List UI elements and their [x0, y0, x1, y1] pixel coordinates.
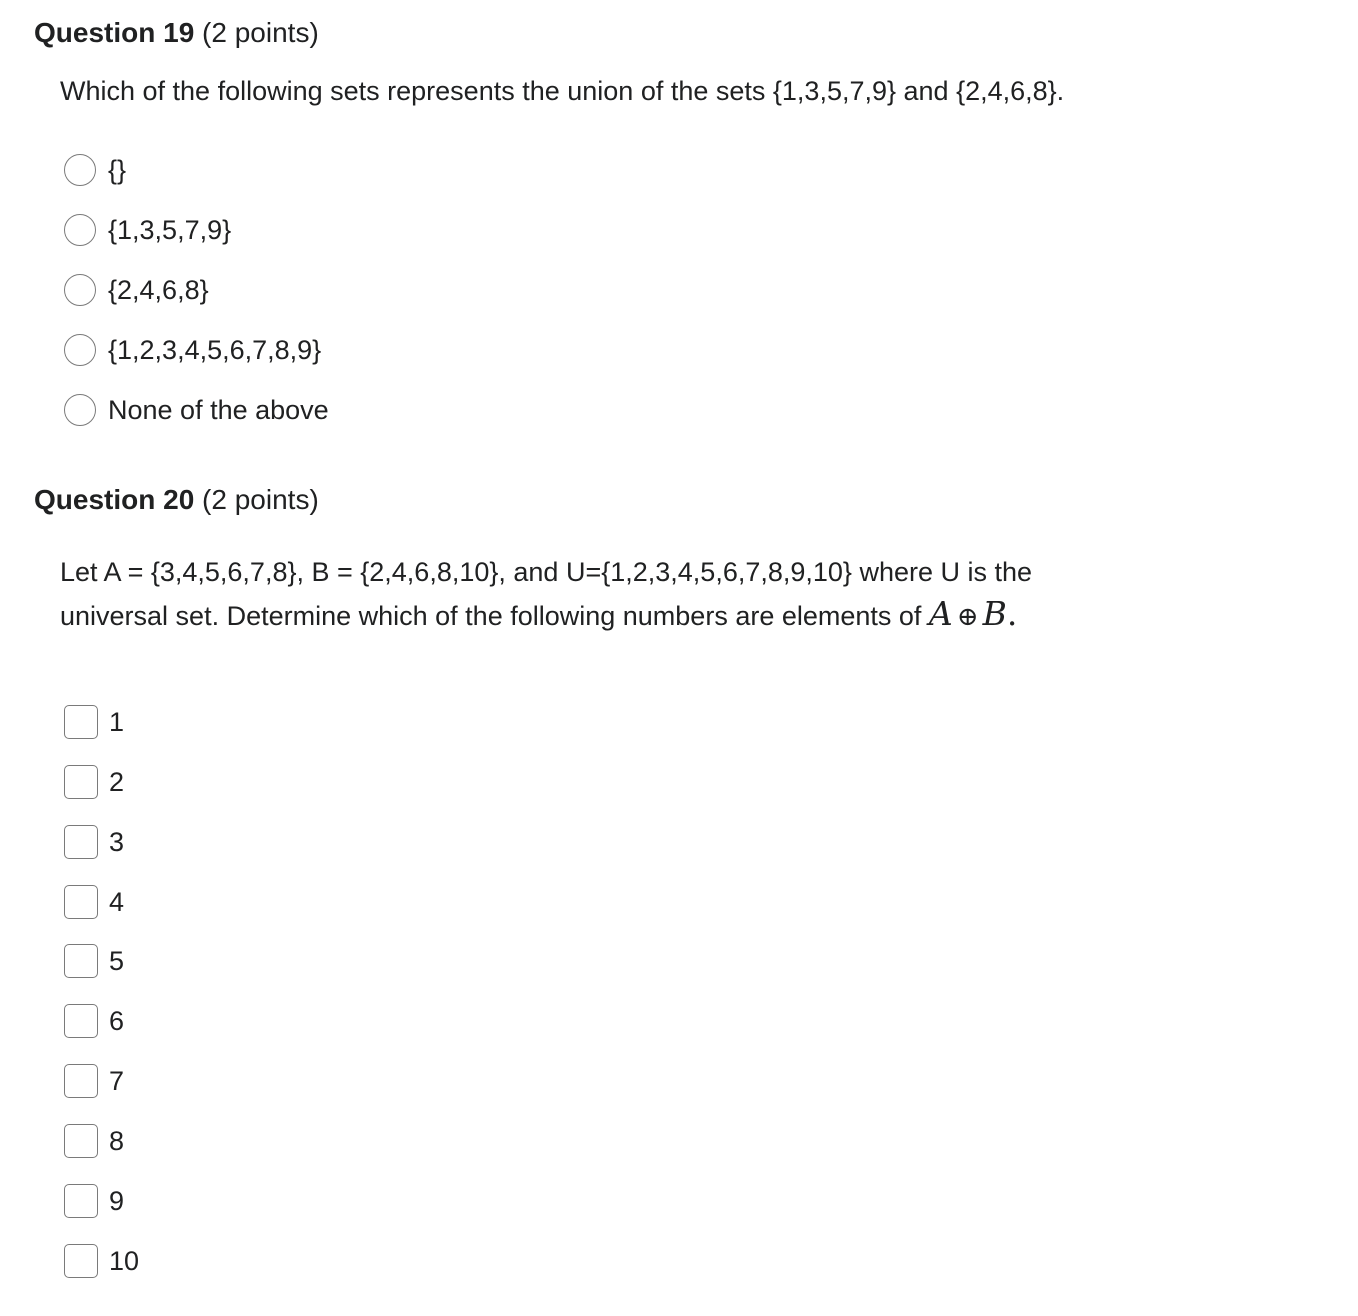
- checkbox[interactable]: [64, 705, 98, 739]
- q20-option-2[interactable]: [64, 764, 124, 800]
- option-label: 2: [109, 767, 125, 797]
- option-label: 3: [109, 827, 125, 857]
- radio-button[interactable]: [64, 154, 96, 186]
- question-title: Question 19: [34, 17, 195, 48]
- option-label: 4: [109, 887, 125, 917]
- q19-option-3[interactable]: [64, 272, 209, 308]
- radio-button[interactable]: [64, 334, 96, 366]
- checkbox[interactable]: [64, 1064, 98, 1098]
- q20-option-8[interactable]: [64, 1123, 124, 1159]
- checkbox[interactable]: [64, 1184, 98, 1218]
- radio-button[interactable]: [64, 274, 96, 306]
- math-period: .: [1006, 594, 1018, 633]
- checkbox[interactable]: [64, 825, 98, 859]
- checkbox[interactable]: [64, 1124, 98, 1158]
- math-var-a: A: [928, 594, 953, 633]
- checkbox[interactable]: [64, 765, 98, 799]
- question-title: Question 20: [34, 484, 195, 515]
- option-label: {}: [108, 155, 127, 185]
- math-var-b: B: [982, 594, 1007, 633]
- q20-option-10[interactable]: [64, 1243, 139, 1279]
- option-label: 1: [109, 707, 125, 737]
- checkbox[interactable]: [64, 1004, 98, 1038]
- question-20-text-line2: [60, 592, 1017, 639]
- question-20-text-line1: Let A = {3,4,5,6,7,8}, B = {2,4,6,8,10}, and U={1,2,3,4,5,6,7,8,9,10} where U is the: [60, 557, 1033, 587]
- checkbox[interactable]: [64, 885, 98, 919]
- q20-option-9[interactable]: [64, 1183, 124, 1219]
- q19-option-2[interactable]: [64, 212, 231, 248]
- q19-option-4[interactable]: [64, 332, 321, 368]
- option-label: {1,2,3,4,5,6,7,8,9}: [108, 335, 322, 365]
- option-label: 9: [109, 1186, 125, 1216]
- math-expression: [929, 594, 1017, 633]
- option-label: 8: [109, 1126, 125, 1156]
- question-points: (2 points): [194, 17, 319, 48]
- radio-button[interactable]: [64, 214, 96, 246]
- question-20-header: [34, 483, 319, 517]
- option-label: 5: [109, 946, 125, 976]
- question-text: universal set. Determine which of the following numbers are elements of: [60, 601, 929, 631]
- radio-button[interactable]: [64, 394, 96, 426]
- question-19-header: [34, 16, 319, 50]
- question-19-text: Which of the following sets represents the union of the sets {1,3,5,7,9} and {2,4,6,8}.: [60, 76, 1065, 106]
- option-label: 10: [109, 1246, 140, 1276]
- option-label: {2,4,6,8}: [108, 275, 209, 305]
- q19-option-5[interactable]: [64, 392, 329, 428]
- question-points: (2 points): [194, 484, 319, 515]
- option-label: 6: [109, 1006, 125, 1036]
- q20-option-7[interactable]: [64, 1063, 124, 1099]
- q19-option-1[interactable]: [64, 152, 126, 188]
- option-label: 7: [109, 1066, 125, 1096]
- q20-option-4[interactable]: [64, 884, 124, 920]
- xor-operator-icon: ⊕: [956, 602, 979, 632]
- option-label: {1,3,5,7,9}: [108, 215, 232, 245]
- checkbox[interactable]: [64, 944, 98, 978]
- q20-option-1[interactable]: [64, 704, 124, 740]
- q20-option-6[interactable]: [64, 1003, 124, 1039]
- checkbox[interactable]: [64, 1244, 98, 1278]
- q20-option-5[interactable]: [64, 943, 124, 979]
- q20-option-3[interactable]: [64, 824, 124, 860]
- option-label: None of the above: [108, 395, 329, 425]
